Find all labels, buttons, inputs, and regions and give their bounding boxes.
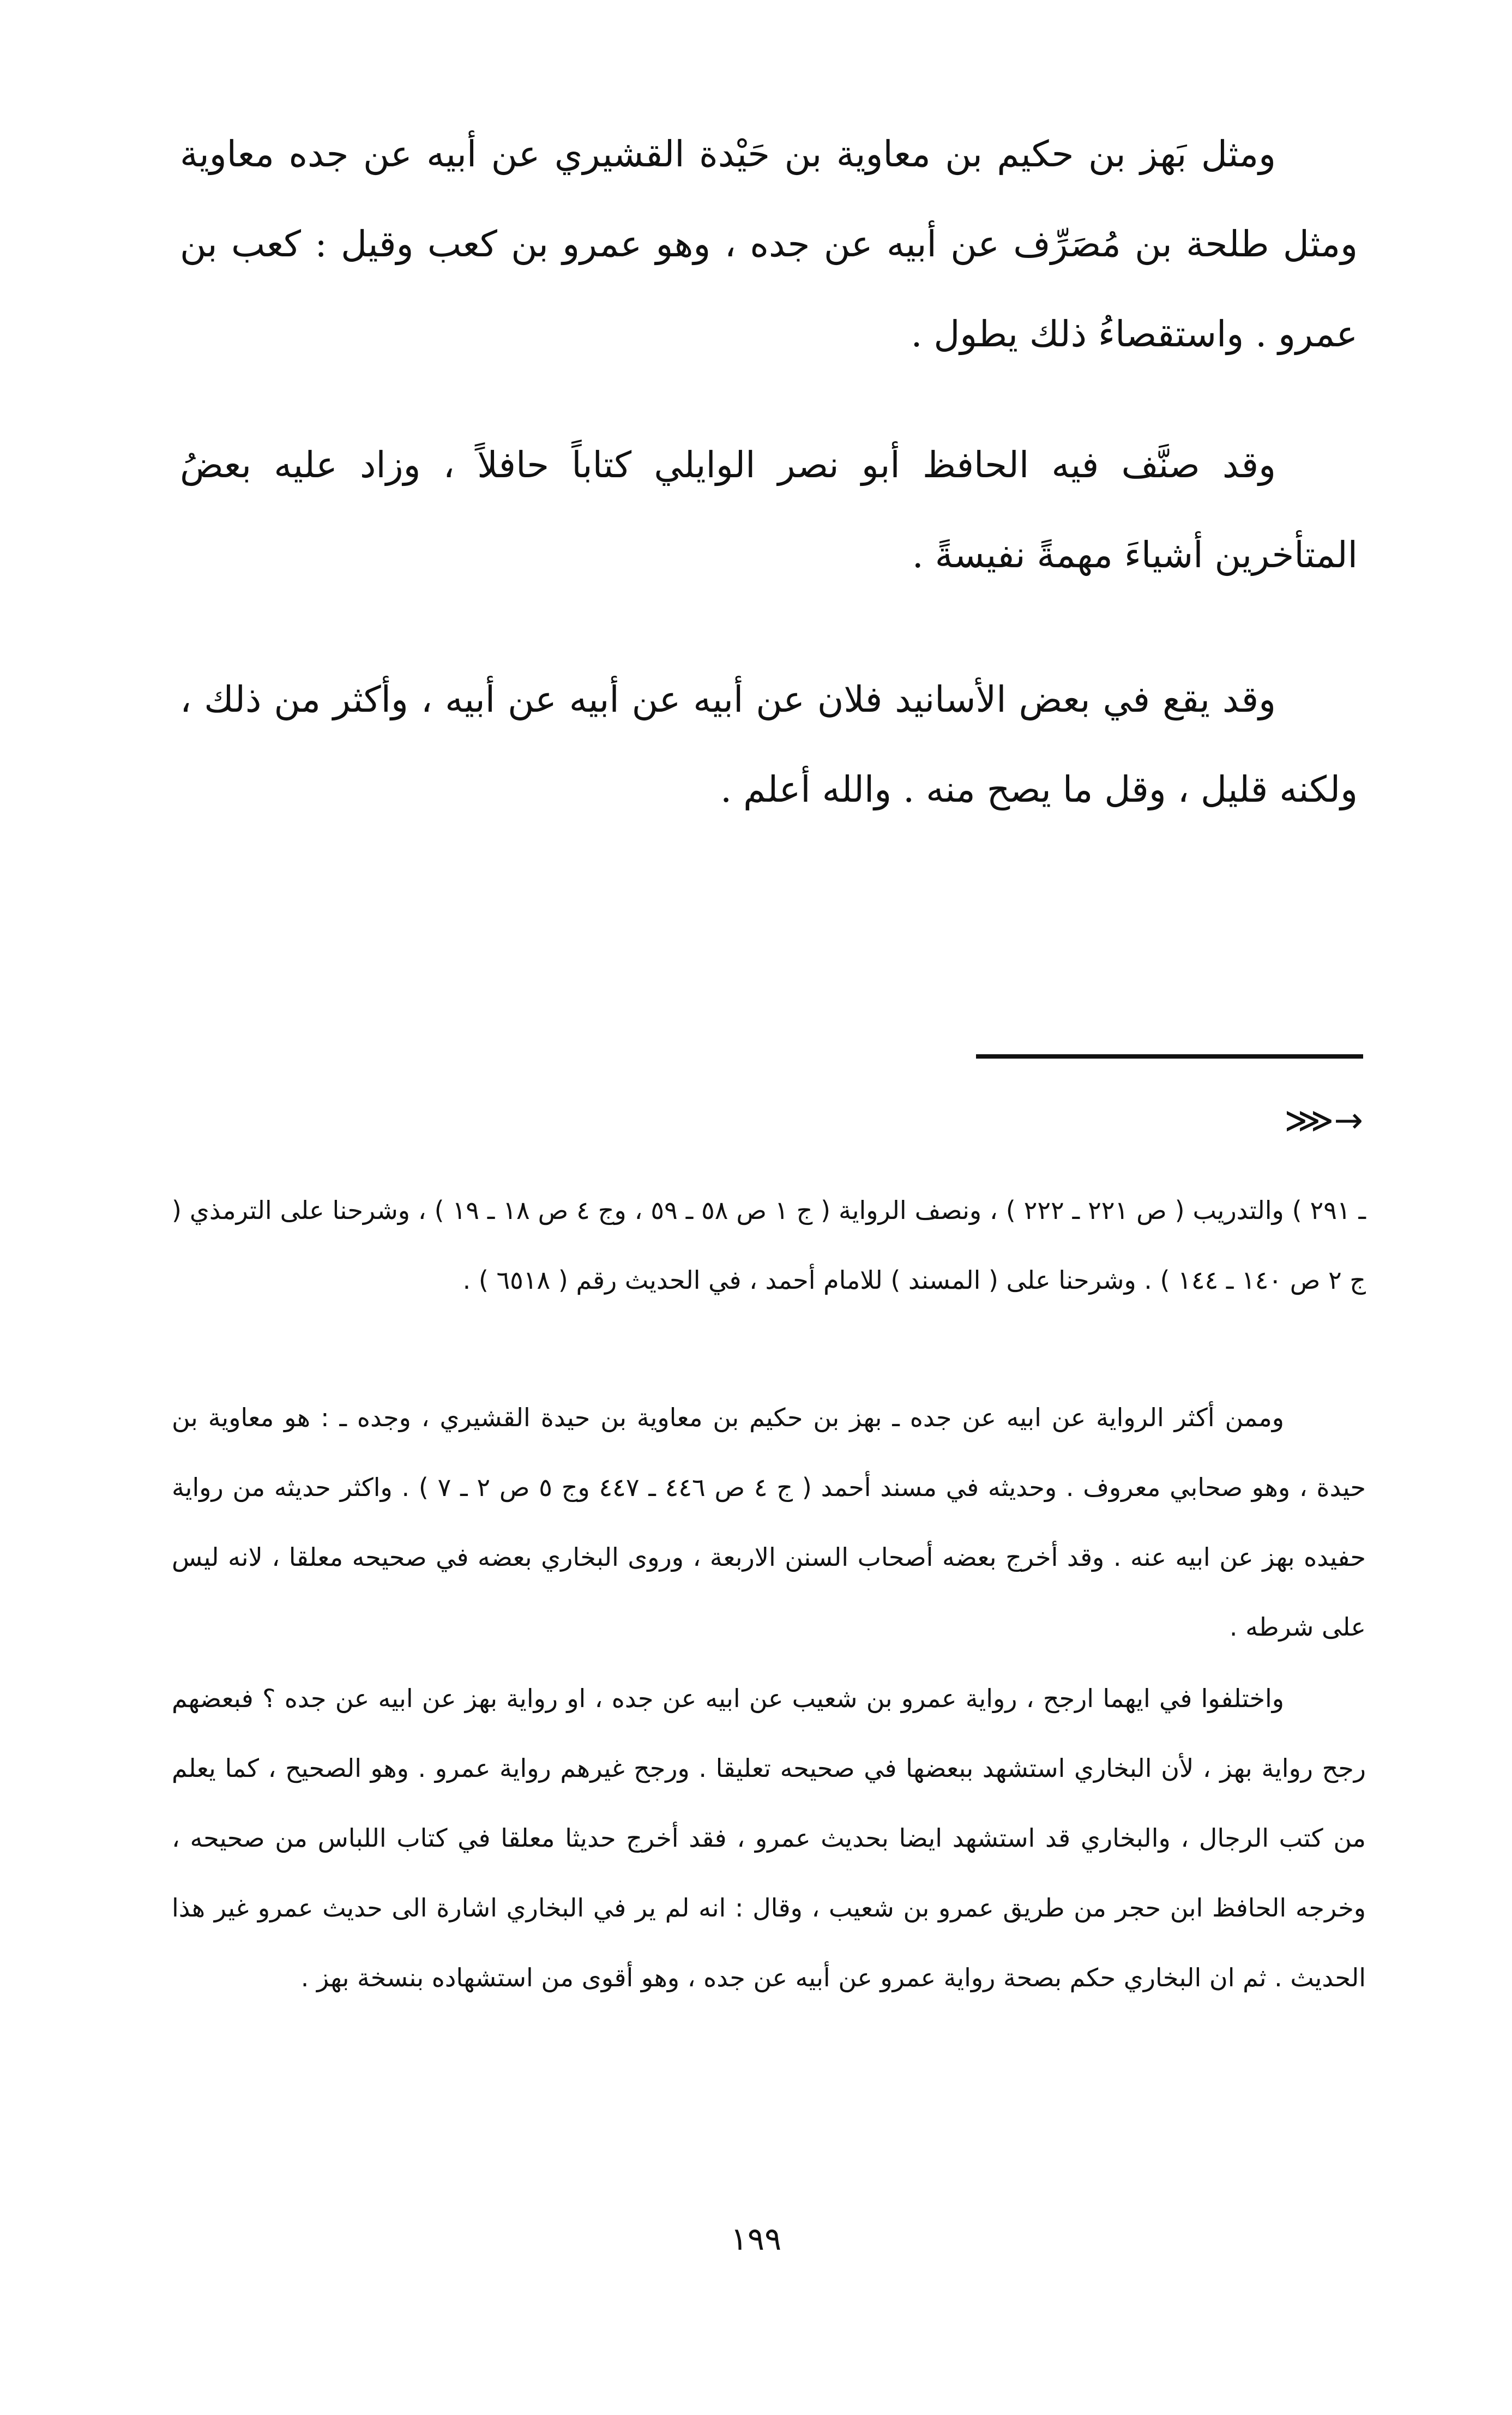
main-paragraph-1-text: ومثل بَهز بن حكيم بن معاوية بن حَيْدة القشيري عن أبيه عن جده معاوية ومثل طلحة بن مُصَرِّف عن أبيه عن جده ، وهو عمرو بن كعب وقيل : كعب بن عمرو . واستقصاءُ ذلك يطول .: [180, 133, 1358, 355]
main-paragraph-3: [180, 654, 1358, 834]
footnote-continuation-arrow-icon: ⋙→: [1284, 1101, 1363, 1141]
footnote-3: [172, 1663, 1366, 2013]
main-paragraph-2: [180, 420, 1358, 600]
main-paragraph-3-text: وقد يقع في بعض الأسانيد فلان عن أبيه عن أبيه عن أبيه ، وأكثر من ذلك ، ولكنه قليل ، وقل ما يصح منه . والله أعلم .: [180, 678, 1358, 810]
footnote-2: [172, 1383, 1366, 1662]
main-paragraph-2-text: وقد صنَّف فيه الحافظ أبو نصر الوايلي كتاباً حافلاً ، وزاد عليه بعضُ المتأخرين أشياءَ مهمةً نفيسةً .: [180, 444, 1358, 576]
footnote-3-text: واختلفوا في ايهما ارجح ، رواية عمرو بن شعيب عن ابيه عن جده ، او رواية بهز عن ابيه عن جده ؟ فبعضهم رجح رواية بهز ، لأن البخاري استشهد ببعضها في صحيحه تعليقا . ورجح غيرهم رواية عمرو . وهو الصحيح ، كما يعلم من كتب الرجال ، والبخاري قد استشهد ايضا بحديث عمرو ، فقد أخرج حديثا معلقا في كتاب اللباس من صحيحه ، وخرجه الحافظ ابن حجر من طريق عمرو بن شعيب ، وقال : انه لم ير في البخاري اشارة الى حديث عمرو غير هذا الحديث . ثم ان البخاري حكم بصحة رواية عمرو عن أبيه عن جده ، وهو أقوى من استشهاده بنسخة بهز .: [172, 1684, 1366, 1992]
footnote-1-text: ـ ٢٩١ ) والتدريب ( ص ٢٢١ ـ ٢٢٢ ) ، ونصف الرواية ( ج ١ ص ٥٨ ـ ٥٩ ، وج ٤ ص ١٨ ـ ١٩ ) ، وشرحنا على الترمذي ( ج ٢ ص ١٤٠ ـ ١٤٤ ) . وشرحنا على ( المسند ) للامام أحمد ، في الحديث رقم ( ٦٥١٨ ) .: [172, 1196, 1366, 1295]
footnote-2-text: وممن أكثر الرواية عن ابيه عن جده ـ بهز بن حكيم بن معاوية بن حيدة القشيري ، وجده ـ : هو معاوية بن حيدة ، وهو صحابي معروف . وحديثه في مسند أحمد ( ج ٤ ص ٤٤٦ ـ ٤٤٧ وج ٥ ص ٢ ـ ٧ ) . واكثر حديثه من رواية حفيده بهز عن ابيه عنه . وقد أخرج بعضه أصحاب السنن الاربعة ، وروى البخاري بعضه في صحيحه معلقا ، لانه ليس على شرطه .: [172, 1403, 1366, 1642]
page-number: ١٩٩: [730, 2220, 782, 2257]
footnote-separator-rule: [976, 1054, 1363, 1059]
main-paragraph-1: [180, 109, 1358, 379]
footnote-1: [172, 1175, 1366, 1315]
